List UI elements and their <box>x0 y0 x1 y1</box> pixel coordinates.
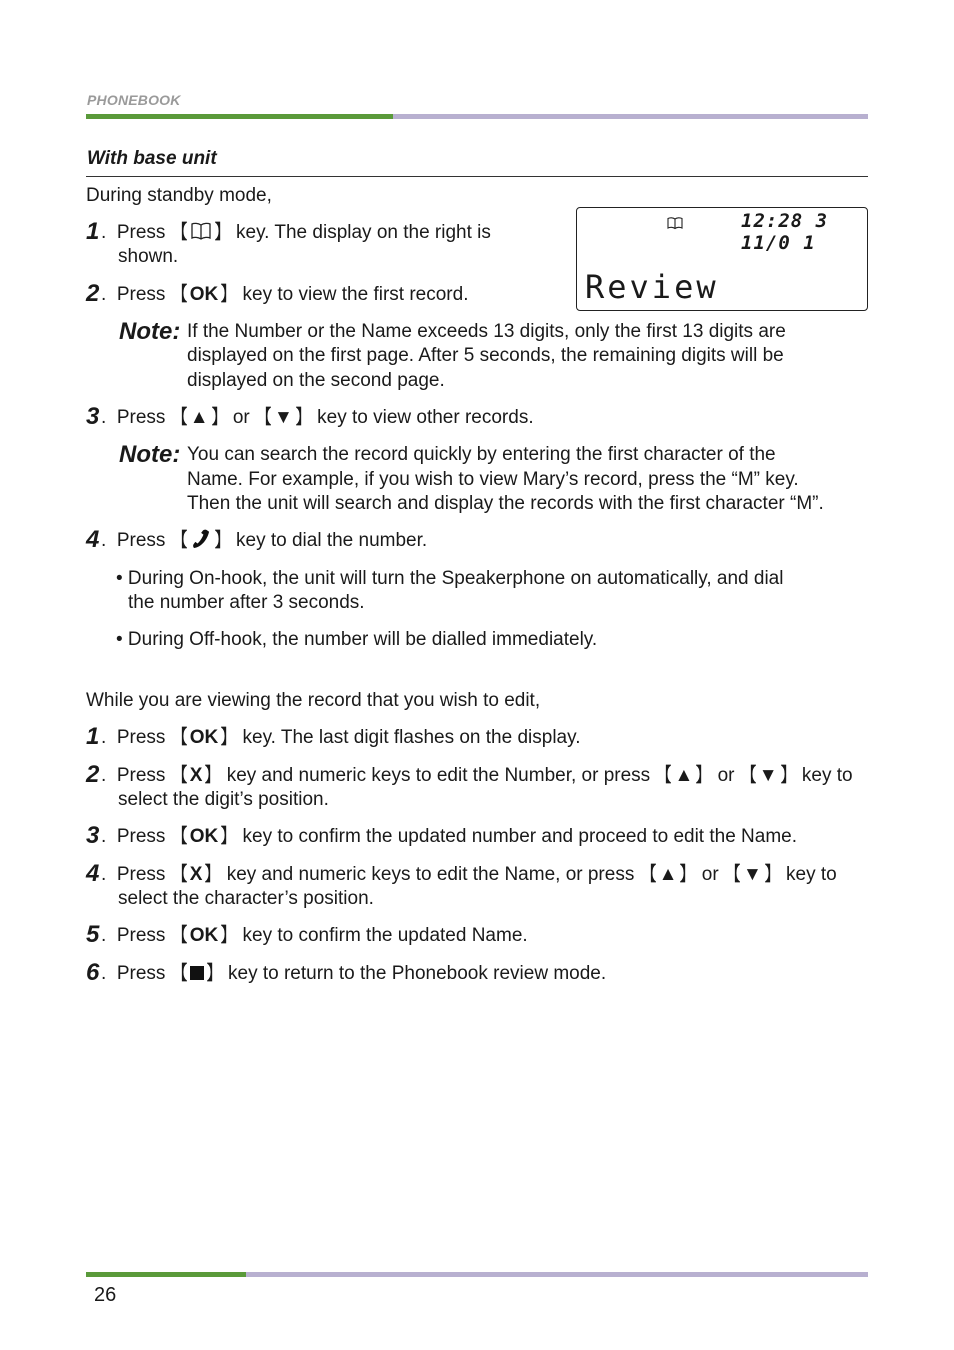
edit-step-5-text: . Press 【 OK 】 key to confirm the updated Name. <box>101 924 528 949</box>
step-number: 2 <box>86 280 100 307</box>
lcd-text: Review <box>585 268 719 306</box>
down-key: 【 ▼ 】 <box>726 864 778 885</box>
view-intro: During standby mode, <box>86 185 272 206</box>
bullet-1-line-2: the number after 3 seconds. <box>128 592 365 613</box>
phone-handset-icon <box>190 529 212 549</box>
running-header: PHONEBOOK <box>87 92 181 108</box>
page-number: 26 <box>94 1284 117 1306</box>
talk-key: 【 】 <box>173 530 228 551</box>
stop-square-icon <box>190 966 204 980</box>
note-1-line-1: If the Number or the Name exceeds 13 digits, only the first 13 digits are <box>187 321 786 342</box>
step-number: 1 <box>86 723 100 750</box>
phonebook-book-icon <box>667 216 683 230</box>
ok-key: 【 OK 】 <box>173 925 235 946</box>
edit-step-1-text: . Press 【 OK 】 key. The last digit flashes on the display. <box>101 726 580 751</box>
up-key: 【 ▲ 】 <box>173 407 225 428</box>
note-1-line-3: displayed on the second page. <box>187 370 445 391</box>
note-label: Note: <box>119 318 181 345</box>
step-number: 5 <box>86 921 100 948</box>
lcd-display <box>576 207 868 311</box>
bullet-1-line-1: • During On-hook, the unit will turn the Speakerphone on automatically, and dial <box>116 568 784 589</box>
view-step-3 <box>86 405 99 429</box>
step-number: 6 <box>86 959 100 986</box>
step-number: 2 <box>86 761 100 788</box>
ok-key: 【 OK 】 <box>173 826 235 847</box>
edit-step-1 <box>86 725 99 749</box>
section-rule <box>86 176 868 177</box>
edit-step-3 <box>86 824 99 848</box>
ok-key: 【 OK 】 <box>173 284 235 305</box>
down-arrow-icon: ▼ <box>274 407 293 428</box>
note-1-line-2: displayed on the first page. After 5 seconds, the remaining digits will be <box>187 345 784 366</box>
view-step-4-text: . Press 【 】 key to dial the number. <box>101 529 427 554</box>
lcd-clock: 12:28 3 11/0 1 <box>741 210 829 254</box>
step-number: 1 <box>86 218 100 245</box>
phonebook-book-icon <box>190 221 212 241</box>
view-step-1 <box>86 220 99 244</box>
view-step-2-text: . Press 【 OK 】 key to view the first record. <box>101 283 468 308</box>
phonebook-key: 【 】 <box>173 222 228 243</box>
edit-step-6 <box>86 961 99 985</box>
step-number: 4 <box>86 860 100 887</box>
edit-step-6-text: . Press 【 】 key to return to the Phonebook review mode. <box>101 962 606 987</box>
edit-step-2-text: . Press 【 X 】 key and numeric keys to edit the Number, or press 【 ▲ 】 or 【 ▼ 】 key to <box>101 764 853 789</box>
up-key: 【 ▲ 】 <box>642 864 694 885</box>
edit-step-2-line2: select the digit’s position. <box>118 789 329 810</box>
edit-step-4-text: . Press 【 X 】 key and numeric keys to edit the Name, or press 【 ▲ 】 or 【 ▼ 】 key to <box>101 863 837 888</box>
edit-step-4 <box>86 862 99 886</box>
up-arrow-icon: ▲ <box>674 765 694 786</box>
header-bar-green <box>86 114 393 119</box>
edit-step-3-text: . Press 【 OK 】 key to confirm the updated number and proceed to edit the Name. <box>101 825 797 850</box>
view-step-4 <box>86 528 99 552</box>
stop-key: 【 】 <box>173 963 220 984</box>
up-arrow-icon: ▲ <box>658 864 678 885</box>
footer-bar-purple <box>246 1272 868 1277</box>
delete-key: 【 X 】 <box>173 864 219 885</box>
step-number: 4 <box>86 526 100 553</box>
section-title: With base unit <box>87 148 217 169</box>
down-arrow-icon: ▼ <box>742 864 762 885</box>
down-key: 【 ▼ 】 <box>742 765 794 786</box>
delete-key: 【 X 】 <box>173 765 219 786</box>
note-2-line-2: Name. For example, if you wish to view Mary’s record, press the “M” key. <box>187 469 799 490</box>
view-step-3-text: . Press 【 ▲ 】 or 【 ▼ 】 key to view other records. <box>101 406 534 431</box>
header-bar-purple <box>393 114 868 119</box>
up-arrow-icon: ▲ <box>189 407 209 428</box>
note-2-line-1: You can search the record quickly by entering the first character of the <box>187 444 776 465</box>
edit-step-2 <box>86 763 99 787</box>
up-key: 【 ▲ 】 <box>658 765 710 786</box>
view-step-1-text: . Press 【 】 key. The display on the right is <box>101 221 491 246</box>
down-arrow-icon: ▼ <box>758 765 778 786</box>
view-step-1-line2: shown. <box>118 246 179 267</box>
edit-intro: While you are viewing the record that you wish to edit, <box>86 690 541 711</box>
note-2-line-3: Then the unit will search and display the records with the first character “M”. <box>187 493 824 514</box>
down-key: 【 ▼ 】 <box>257 407 309 428</box>
press-word: Press <box>116 222 166 243</box>
step-number: 3 <box>86 822 100 849</box>
edit-step-5 <box>86 923 99 947</box>
view-step-2 <box>86 282 99 306</box>
edit-step-4-line2: select the character’s position. <box>118 888 374 909</box>
bullet-2-line-1: • During Off-hook, the number will be dialled immediately. <box>116 629 598 650</box>
ok-key: 【 OK 】 <box>173 727 235 748</box>
footer-bar-green <box>86 1272 246 1277</box>
note-label: Note: <box>119 441 181 468</box>
step-number: 3 <box>86 403 100 430</box>
